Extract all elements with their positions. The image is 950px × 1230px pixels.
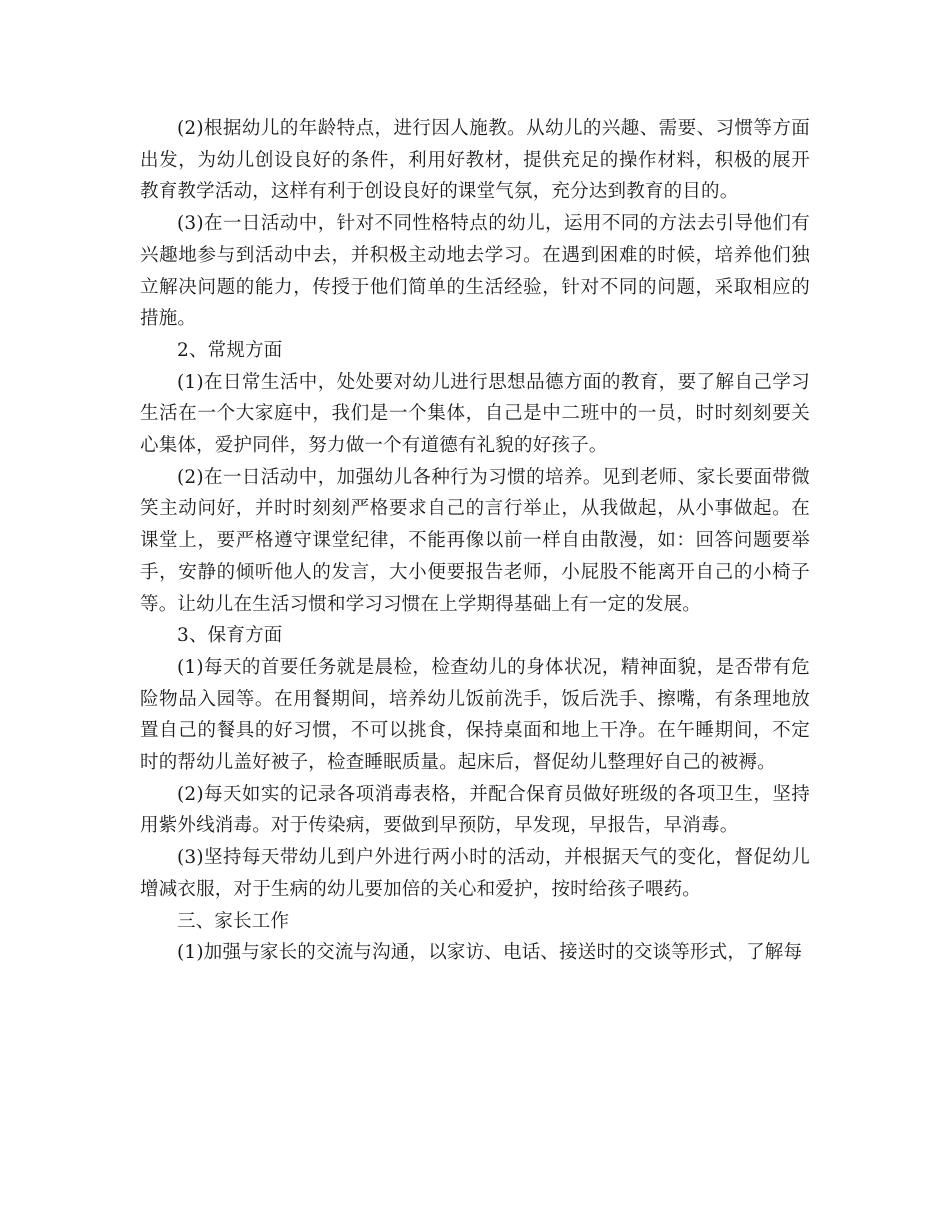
paragraph: (1)每天的首要任务就是晨检，检查幼儿的身体状况，精神面貌，是否带有危险物品入园等。在用餐期间，培养幼儿饭前洗手，饭后洗手、擦嘴，有条理地放置自己的餐具的好习惯，不可以挑食，保持桌面和地上干净。在午睡期间，不定时的帮幼儿盖好被子，检查睡眠质量。起床后，督促幼儿整理好自己的被褥。 <box>140 656 810 774</box>
section-heading: 3、保育方面 <box>177 625 283 647</box>
paragraph: (2)在一日活动中，加强幼儿各种行为习惯的培养。见到老师、家长要面带微笑主动问好，并时时刻刻严格要求自己的言行举止，从我做起，从小事做起。在课堂上，要严格遵守课堂纪律，不能再像以前一样自由散漫，如：回答问题要举手，安静的倾听他人的发言，大小便要报告老师，小屁股不能离开自己的小椅子等。让幼儿在生活习惯和学习习惯在上学期得基础上有一定的发展。 <box>140 466 810 615</box>
paragraph: (1)加强与家长的交流与沟通，以家访、电话、接送时的交谈等形式，了解每 <box>177 942 803 964</box>
document-body <box>140 113 810 969</box>
paragraph: (3)坚持每天带幼儿到户外进行两小时的活动，并根据天气的变化，督促幼儿增减衣服，对于生病的幼儿要加倍的关心和爱护，按时给孩子喂药。 <box>140 847 810 900</box>
paragraph: (1)在日常生活中，处处要对幼儿进行思想品德方面的教育，要了解自己学习生活在一个大家庭中，我们是一个集体，自己是中二班中的一员，时时刻刻要关心集体，爱护同伴，努力做一个有道德有礼貌的好孩子。 <box>140 371 810 457</box>
paragraph: (3)在一日活动中，针对不同性格特点的幼儿，运用不同的方法去引导他们有兴趣地参与到活动中去，并积极主动地去学习。在遇到困难的时候，培养他们独立解决问题的能力，传授于他们简单的生活经验，针对不同的问题，采取相应的措施。 <box>140 213 810 330</box>
section-heading: 2、常规方面 <box>177 339 283 361</box>
paragraph: (2)根据幼儿的年龄特点，进行因人施教。从幼儿的兴趣、需要、习惯等方面出发，为幼儿创设良好的条件，利用好教材，提供充足的操作材料，积极的展开教育教学活动，这样有利于创设良好的课堂气氛，充分达到教育的目的。 <box>140 118 810 203</box>
section-heading: 三、家长工作 <box>177 910 290 932</box>
paragraph: (2)每天如实的记录各项消毒表格，并配合保育员做好班级的各项卫生，坚持用紫外线消毒。对于传染病，要做到早预防，早发现，早报告，早消毒。 <box>140 783 810 837</box>
